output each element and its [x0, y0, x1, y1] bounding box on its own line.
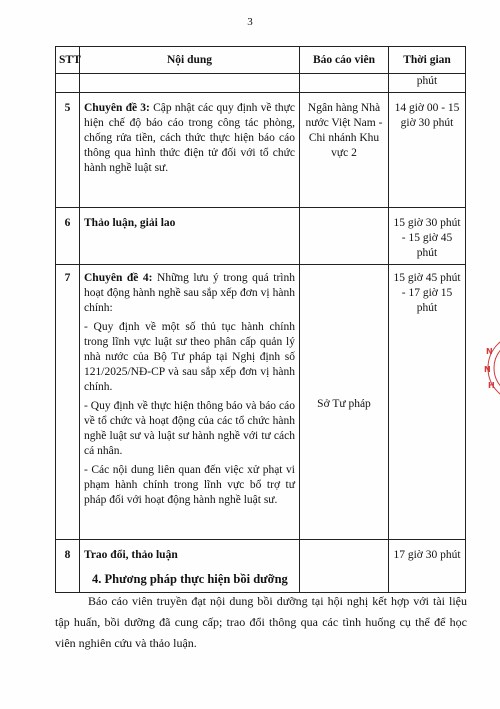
row-time: 17 giờ 30 phút [389, 540, 466, 593]
svg-text:N: N [484, 365, 491, 374]
section-heading: 4. Phương pháp thực hiện bồi dưỡng [92, 572, 288, 586]
header-speaker: Báo cáo viên [300, 47, 389, 74]
row-time: 14 giờ 00 - 15 giờ 30 phút [389, 93, 466, 208]
row-content [80, 265, 300, 540]
topic-label: Chuyên đề 3: [84, 102, 150, 114]
table-header-row [56, 47, 466, 74]
row-stt: 8 [56, 540, 80, 593]
bullet-item: - Quy định về thực hiện thông báo và báo cáo về tổ chức và hoạt động của các tổ chức hành nghề luật sư và luật sư hành nghề với tư cách cá nhân. [84, 400, 295, 457]
section-body: Báo cáo viên truyền đạt nội dung bồi dưỡng tại hội nghị kết hợp với tài liệu tập huấn, bồi dưỡng đã cung cấp; trao đổi thông qua các tình huống cụ thể để học viên nghiên cứu và thảo luận. [55, 594, 467, 650]
row-title: Thảo luận, giải lao [84, 217, 176, 229]
row-speaker: Sở Tư pháp [300, 265, 389, 540]
red-stamp-fragment [482, 332, 500, 404]
row-stt: 5 [56, 93, 80, 208]
row-stt: 7 [56, 265, 80, 540]
bullet-item: - Các nội dung liên quan đến việc xử phạt vi phạm hành chính trong lĩnh vực bổ trợ tư pháp đối với hoạt động hành nghề luật sư. [84, 464, 295, 506]
row-speaker [300, 540, 389, 593]
row-speaker [300, 208, 389, 265]
row-content [80, 208, 300, 265]
topic-intro [84, 271, 295, 316]
svg-text:N: N [486, 347, 493, 356]
table-row [56, 93, 466, 208]
row-stt: 6 [56, 208, 80, 265]
topic-text: Cập nhật các quy định về thực hiện chế độ báo cáo trong công tác phòng, chống rửa tiền, cách thức thực hiện báo cáo thông qua hình thức điện tử đối với tổ chức hành nghề luật sư. [84, 102, 296, 174]
table-row [56, 208, 466, 265]
continued-time: phút [389, 74, 466, 93]
schedule-table [55, 46, 466, 593]
topic-label: Chuyên đề 4: [84, 272, 153, 284]
table-row [56, 265, 466, 540]
row-content [80, 93, 300, 208]
header-content: Nội dung [80, 47, 300, 74]
row-time: 15 giờ 45 phút - 17 giờ 15 phút [389, 265, 466, 540]
topic-text: Những lưu ý trong quá trình hoạt động hành nghề sau sắp xếp đơn vị hành chính: [84, 272, 295, 314]
header-stt: STT [56, 47, 80, 74]
row-time: 15 giờ 30 phút - 15 giờ 45 phút [389, 208, 466, 265]
row-speaker: Ngân hàng Nhà nước Việt Nam - Chi nhánh Khu vực 2 [300, 93, 389, 208]
row-title: Trao đổi, thảo luận [84, 549, 178, 561]
table-row-continued [56, 74, 466, 93]
bullet-item: - Quy định về một số thủ tục hành chính trong lĩnh vực luật sư theo phân cấp quản lý nhà nước của Bộ Tư pháp tại Nghị định số 121/2025/NĐ-CP và sau sắp xếp đơn vị hành chính. [84, 321, 295, 393]
svg-text:H: H [488, 381, 495, 390]
page-number: 3 [247, 16, 253, 28]
header-time: Thời gian [389, 47, 466, 74]
